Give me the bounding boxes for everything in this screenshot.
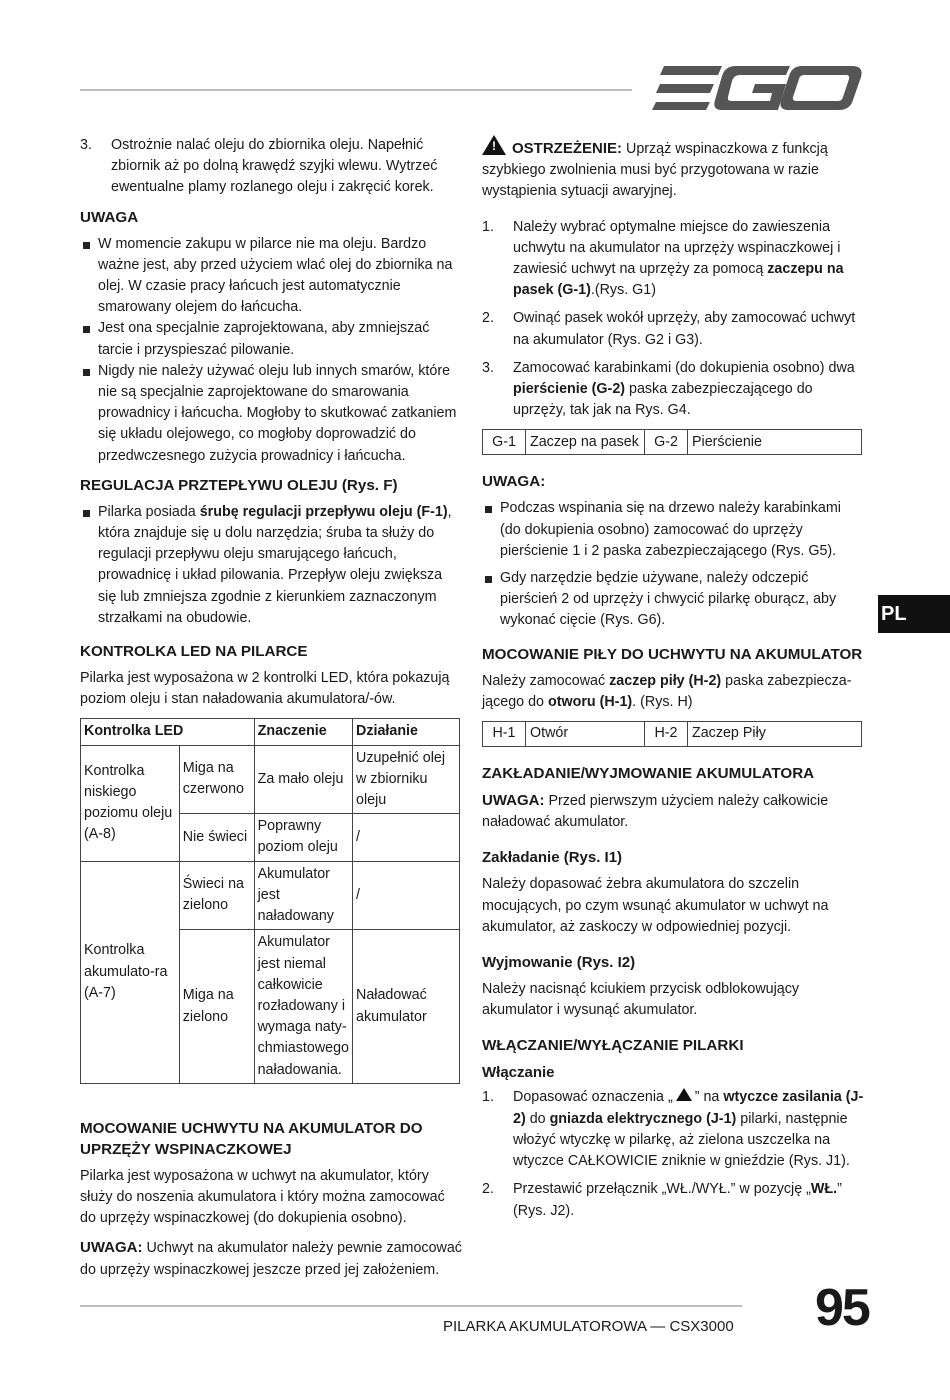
footer-title: PILARKA AKUMULATOROWA — CSX3000 <box>443 1318 734 1335</box>
table-cell: / <box>353 861 460 930</box>
step-number: 3. <box>482 359 494 376</box>
list-item <box>482 1087 864 1172</box>
led-table <box>80 718 460 1083</box>
text: Zamocować karabinkami (do dokupienia osobno) dwa <box>513 359 855 376</box>
regulacja-heading: REGULACJA PRZTEPŁYWU OLEJU (Rys. F) <box>80 476 398 494</box>
text: Dopasować oznaczenia „ <box>513 1089 673 1106</box>
table-cell: Świeci na zielono <box>179 861 254 930</box>
warning-label: OSTRZEŻENIE: <box>512 140 623 157</box>
led-heading: KONTROLKA LED NA PILARCE <box>80 643 308 661</box>
text: ” (Rys. J2). <box>513 1181 842 1219</box>
oil-fill-step <box>80 135 462 199</box>
mocowanie-text: Pilarka jest wyposażona w uchwyt na akumulator, który służy do noszenia akumulatora i który można zamocować do uprzęży wspinaczkowej (do dokupienia osobno). <box>80 1167 445 1227</box>
bold-text: pierścienie (G-2) <box>513 381 626 398</box>
table-cell: Naładować akumulator <box>353 930 460 1083</box>
table-cell: Miga na zielono <box>179 930 254 1083</box>
step-text: Ostrożnie nalać oleju do zbiornika oleju. Napełnić zbiornik aż po dolną krawędź szyjki wlewu. Wytrzeć ewentualne plamy rozlanego oleju i zakręcić korek. <box>111 137 438 196</box>
regulacja-list <box>80 502 462 629</box>
uwaga2-heading: UWAGA: <box>482 473 546 491</box>
text: Przed pierwszym użyciem należy całkowicie naładować akumulator. <box>482 793 829 831</box>
header-rule <box>80 89 632 91</box>
table-cell: Poprawny poziom oleju <box>254 814 352 861</box>
list-item <box>482 358 864 422</box>
step-number: 1. <box>482 218 494 235</box>
triangle-mark-icon <box>676 1088 692 1101</box>
bold-text: WŁ. <box>810 1181 838 1198</box>
mocowanie-heading: MOCOWANIE UCHWYTU NA AKUMULATOR DO UPRZĘŻY WSPINACZKOWEJ <box>80 1119 423 1158</box>
list-item: W momencie zakupu w pilarce nie ma oleju. Bardzo ważne jest, aby przed użyciem wlać olej do zbiornika na olej. W czasie pracy łańcuch jest automatycznie smarowany olejem do łańcucha. <box>80 234 462 319</box>
left-column <box>80 135 462 1289</box>
zakladanie-heading: Zakładanie (Rys. I1) <box>482 849 623 867</box>
list-item: Podczas wspinania się na drzewo należy karabinkami (do dokupienia osobno) zamocować do uprzęży pierścienie 1 i 2 paska zabezpieczającego (Rys. G5). <box>482 498 864 562</box>
text: ” na <box>694 1089 724 1106</box>
table-row <box>81 745 460 814</box>
bold-text: gniazda elektrycznego (J-1) <box>549 1110 737 1127</box>
uwaga-label: UWAGA: <box>80 1239 143 1257</box>
bold-text: śrubę regulacji przepływu oleju (F-1) <box>199 503 448 520</box>
table-cell: / <box>353 814 460 861</box>
akumulator-heading: ZAKŁADANIE/WYJMOWANIE AKUMULATORA <box>482 765 815 783</box>
table-cell: Uzupełnić olej w zbiorniku oleju <box>353 745 460 814</box>
bold-text: zaczepu na pasek (G-1) <box>513 261 844 299</box>
list-item: Nigdy nie należy używać oleju lub innych smarów, które nie są specjalnie zaprojektowane do smarowania prowadnicy i łańcucha. Mogłoby to skutkować zatkaniem się układu olejowego, co mogłoby doprowadzić do przedwczesnego zużycia prowadnicy i łańcucha. <box>80 361 462 467</box>
table-cell: Kontrolka akumulato-ra (A-7) <box>81 861 180 1083</box>
text: , która znajduje się u dolu narzędzia; śruba ta służy do regulacji przepływu oleju smarującego łańcuch, prowadnicę i układ pilowania. Przepływ oleju zwiększa się lub zmniejsza zgodnie z kierunkiem zaznaczonym strzałkami na obudowie. <box>98 503 452 626</box>
table-cell: Kontrolka niskiego poziomu oleju (A-8) <box>81 745 180 861</box>
mocowanie-pily-text <box>482 671 864 713</box>
text: . (Rys. H) <box>632 693 693 710</box>
text: .(Rys. G1) <box>590 282 657 299</box>
warning-block <box>482 135 864 203</box>
zakladanie-text: Należy dopasować żebra akumulatora do szczelin mocujących, po czym wsunąć akumulator w uchwyt na akumulator, aż zaskoczy w odpowiedniej pozycji. <box>482 876 829 935</box>
text: pilarki, następnie włożyć wtyczkę w pilarkę, aż zielona uszczelka na wtyczce CAŁKOWICIE zniknie w gnieździe (Rys. J1). <box>513 1110 850 1170</box>
wyjmowanie-heading: Wyjmowanie (Rys. I2) <box>482 954 636 972</box>
text: Należy zamocować <box>482 672 610 689</box>
text: paska zabezpieczającego do uprzęży, tak jak na Rys. G4. <box>513 381 813 419</box>
text: Owinąć pasek wokół uprzęży, aby zamocować uchwyt na akumulator (Rys. G2 i G3). <box>513 310 856 348</box>
table-cell: Pierścienie <box>688 430 862 455</box>
wlaczanie-steps <box>482 1087 864 1221</box>
list-item <box>80 502 462 629</box>
table-cell: Zaczep na pasek <box>526 430 645 455</box>
akumulator-uwaga <box>482 790 864 833</box>
table-cell: H-1 <box>483 722 526 747</box>
table-cell: Akumulator jest naładowany <box>254 861 352 930</box>
harness-steps <box>482 217 864 422</box>
text: Uprząż wspinaczkowa z funkcją szybkiego zwolnienia musi być przygotowana w razie wystąpienia sytuacji awaryjnej. <box>482 141 828 200</box>
table-cell: Zaczep Piły <box>688 722 862 747</box>
uwaga-list <box>80 234 462 467</box>
right-column <box>482 135 864 1230</box>
wlaczanie-heading: WŁĄCZANIE/WYŁĄCZANIE PILARKI <box>482 1037 744 1055</box>
table-row <box>483 430 862 455</box>
table-header: Znaczenie <box>254 719 352 745</box>
table-cell: Nie świeci <box>179 814 254 861</box>
text: Uchwyt na akumulator należy pewnie zamocować do uprzęży wspinaczkowej jeszcze przed jej założeniem. <box>80 1240 462 1278</box>
uwaga2-list <box>482 498 864 631</box>
table-cell: Za mało oleju <box>254 745 352 814</box>
wlaczanie-sub: Włączanie <box>482 1064 555 1082</box>
table-header: Działanie <box>353 719 460 745</box>
list-item: Jest ona specjalnie zaprojektowana, aby zmniejszać tarcie i przyspieszać pilowanie. <box>80 318 462 360</box>
table-header: Kontrolka LED <box>81 719 255 745</box>
text: Przestawić przełącznik „WŁ./WYŁ.” w pozycję „ <box>513 1181 811 1198</box>
mocowanie-pily-heading: MOCOWANIE PIŁY DO UCHWYTU NA AKUMULATOR <box>482 645 863 663</box>
table-cell: G-1 <box>483 430 526 455</box>
h-key-table <box>482 721 862 747</box>
list-item <box>482 217 864 302</box>
mocowanie-uwaga <box>80 1237 462 1280</box>
step-number: 3. <box>80 137 92 153</box>
table-cell: H-2 <box>645 722 688 747</box>
list-item <box>482 308 864 350</box>
list-item <box>482 1179 864 1221</box>
table-cell: Miga na czerwono <box>179 745 254 814</box>
text: paska zabezpiecza-jącego do <box>482 672 852 710</box>
uwaga-label: UWAGA: <box>482 792 545 810</box>
bold-text: wtyczce zasilania (J-2) <box>513 1089 864 1127</box>
ego-logo <box>652 64 862 112</box>
table-cell: Otwór <box>526 722 645 747</box>
bold-text: zaczep piły (H-2) <box>609 672 722 689</box>
list-item: Gdy narzędzie będzie używane, należy odczepić pierścień 2 od uprzęży i chwycić pilarkę oburącz, aby wykonać cięcie (Rys. G6). <box>482 568 864 632</box>
step-number: 2. <box>482 1181 494 1198</box>
led-intro: Pilarka jest wyposażona w 2 kontrolki LED, która pokazują poziom oleju i stan naładowania akumulatora/-ów. <box>80 670 450 708</box>
table-cell: Akumulator jest niemal całkowicie rozładowany i wymaga naty-chmiastowego naładowania. <box>254 930 352 1083</box>
step-number: 1. <box>482 1089 494 1106</box>
table-row <box>81 861 460 930</box>
step-number: 2. <box>482 310 494 327</box>
uwaga-heading: UWAGA <box>80 208 139 226</box>
g-key-table <box>482 429 862 455</box>
text: do <box>525 1110 550 1127</box>
warning-icon: ! <box>482 135 506 155</box>
language-tab: PL <box>878 595 950 633</box>
text: Należy wybrać optymalne miejsce do zawieszenia uchwytu na akumulator na uprzęży wspinaczkowej i zawiesić uchwyt na uprzęży za pomocą <box>513 218 841 278</box>
table-row <box>483 722 862 747</box>
wyjmowanie-text: Należy nacisnąć kciukiem przycisk odblokowujący akumulator i wysunąć akumulator. <box>482 981 800 1019</box>
footer-rule <box>80 1305 742 1307</box>
table-header-row <box>81 719 460 745</box>
page-number: 95 <box>815 1279 869 1337</box>
text: Pilarka posiada <box>98 503 200 520</box>
table-cell: G-2 <box>645 430 688 455</box>
bold-text: otworu (H-1) <box>547 693 633 710</box>
list-item <box>80 135 462 199</box>
